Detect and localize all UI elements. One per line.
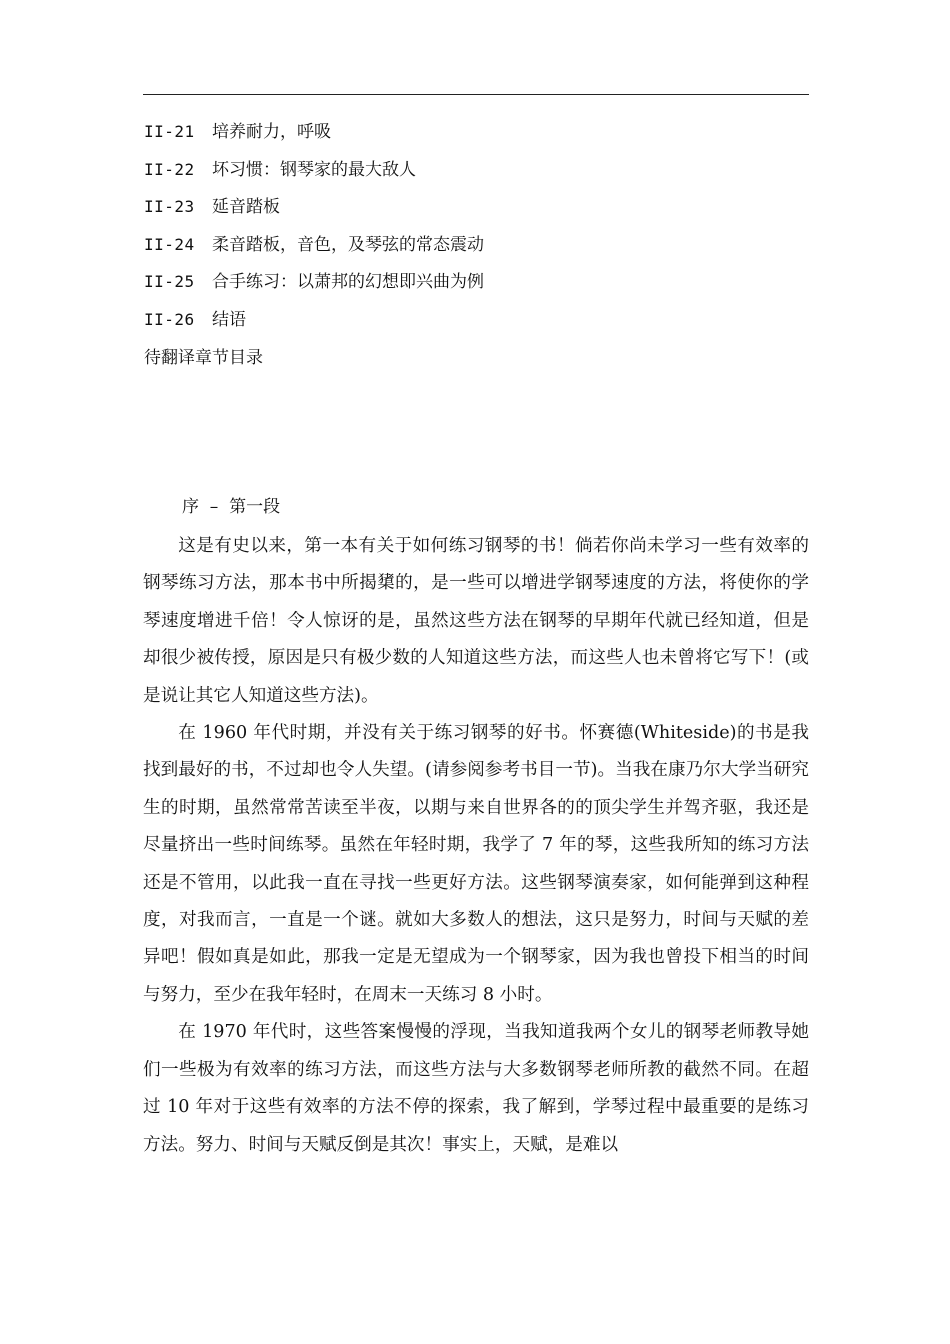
- body-text: [143, 528, 809, 1164]
- toc-entry-title: 坏习惯：钢琴家的最大敌人: [212, 159, 416, 180]
- toc-entry-number: II-21: [144, 122, 195, 141]
- table-of-contents: [144, 118, 804, 381]
- header-rule: [143, 94, 809, 95]
- toc-entry[interactable]: [144, 156, 804, 194]
- toc-entry-number: II-23: [144, 197, 195, 217]
- paragraph: 这是有史以来，第一本有关于如何练习钢琴的书！倘若你尚未学习一些有效率的钢琴练习方法，那本书中所揭橥的，是一些可以增进学钢琴速度的方法，将使你的学琴速度增进千倍！令人惊讶的是，虽然这些方法在钢琴的早期年代就已经知道，但是却很少被传授，原因是只有极少数的人知道这些方法，而这些人也未曾将它写下！(或是说让其它人知道这些方法)。: [143, 536, 809, 706]
- toc-entry-number: II-22: [144, 159, 195, 179]
- toc-entry-number: II-25: [144, 272, 195, 292]
- toc-entry[interactable]: [144, 268, 804, 306]
- toc-entry[interactable]: [144, 306, 804, 344]
- toc-entry-number: II-26: [144, 309, 195, 329]
- toc-entry[interactable]: [144, 231, 804, 269]
- toc-entry-title: 柔音踏板，音色，及琴弦的常态震动: [212, 234, 484, 255]
- toc-entry[interactable]: [144, 118, 804, 156]
- toc-entry-title: 延音踏板: [212, 197, 280, 218]
- toc-entry-title: 培养耐力，呼吸: [212, 122, 331, 142]
- toc-entry-title: 结语: [212, 309, 246, 330]
- toc-entry[interactable]: [144, 193, 804, 231]
- toc-entry-title: 合手练习：以萧邦的幻想即兴曲为例: [212, 272, 484, 293]
- paragraph: 在 1960 年代时期，并没有关于练习钢琴的好书。怀赛德(Whiteside)的书是我找到最好的书，不过却也令人失望。(请参阅参考书目一节)。当我在康乃尔大学当研究生的时期，虽然常常苦读至半夜，以期与来自世界各的的顶尖学生并驾齐驱，我还是尽量挤出一些时间练琴。虽然在年轻时期，我学了 7 年的琴，这些我所知的练习方法还是不管用，以此我一直在寻找一些更好方法。这些钢琴演奏家，如何能弹到这种程度，对我而言，一直是一个谜。就如大多数人的想法，这只是努力，时间与天赋的差异吧！假如真是如此，那我一定是无望成为一个钢琴家，因为我也曾投下相当的时间与努力，至少在我年轻时，在周末一天练习 8 小时。: [143, 723, 809, 1005]
- toc-entry-number: II-24: [144, 234, 195, 254]
- pending-chapters-heading: 待翻译章节目录: [144, 347, 263, 368]
- paragraph: 在 1970 年代时，这些答案慢慢的浮现，当我知道我两个女儿的钢琴老师教导她们一些极为有效率的练习方法，而这些方法与大多数钢琴老师所教的截然不同。在超过 10 年对于这些有效率的方法不停的探索，我了解到，学琴过程中最重要的是练习方法。努力、时间与天赋反倒是其次！事实上，天赋，是难以: [143, 1022, 809, 1155]
- section-title: 序 – 第一段: [182, 497, 281, 517]
